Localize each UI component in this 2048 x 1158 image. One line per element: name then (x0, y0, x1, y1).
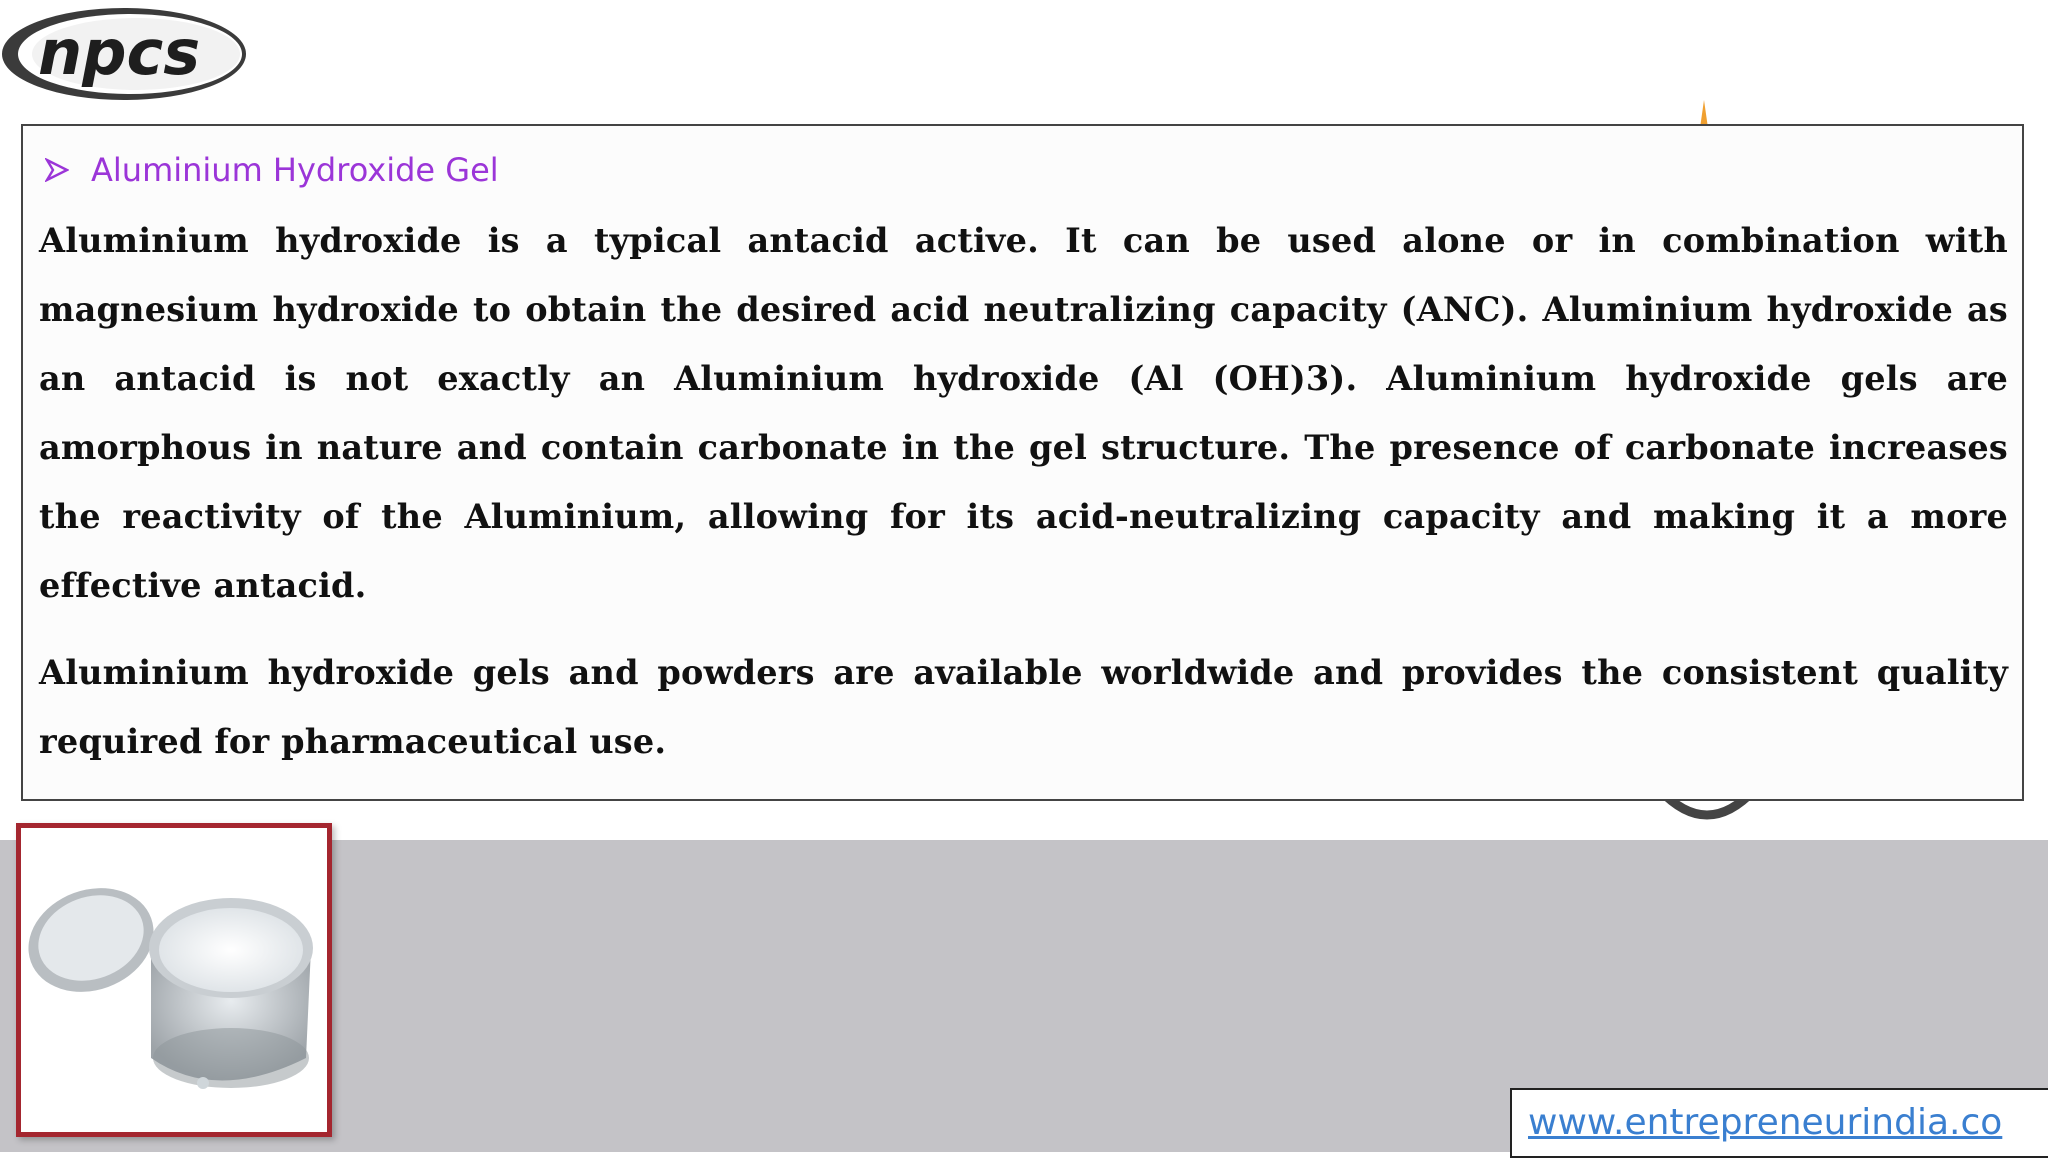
section-heading-text: Aluminium Hydroxide Gel (91, 151, 499, 189)
content-box (21, 124, 2024, 801)
website-box (1510, 1088, 2048, 1158)
section-heading (39, 148, 2008, 192)
npcs-logo (0, 4, 250, 104)
product-photo (16, 823, 332, 1137)
website-link[interactable]: www.entrepreneurindia.co (1528, 1102, 2003, 1143)
logo-text: npcs (38, 16, 201, 89)
paragraph-2: Aluminium hydroxide gels and powders are available worldwide and provides the consistent quality required for pharmaceutical use. (39, 653, 2008, 761)
arrow-bullet-icon (45, 158, 69, 182)
paragraph-1: Aluminium hydroxide is a typical antacid active. It can be used alone or in combination with magnesium hydroxide to obtain the desired acid neutralizing capacity (ANC). Aluminium hydroxide as an antacid is not exactly an Aluminium hydroxide (Al (OH)3). Aluminium hydroxide gels are amorphous in nature and contain carbonate in the gel structure. The presence of carbonate increases the reactivity of the Aluminium, allowing for its acid-neutralizing capacity and making it a more effective antacid. (39, 221, 2008, 605)
gel-jar-image (21, 828, 327, 1132)
